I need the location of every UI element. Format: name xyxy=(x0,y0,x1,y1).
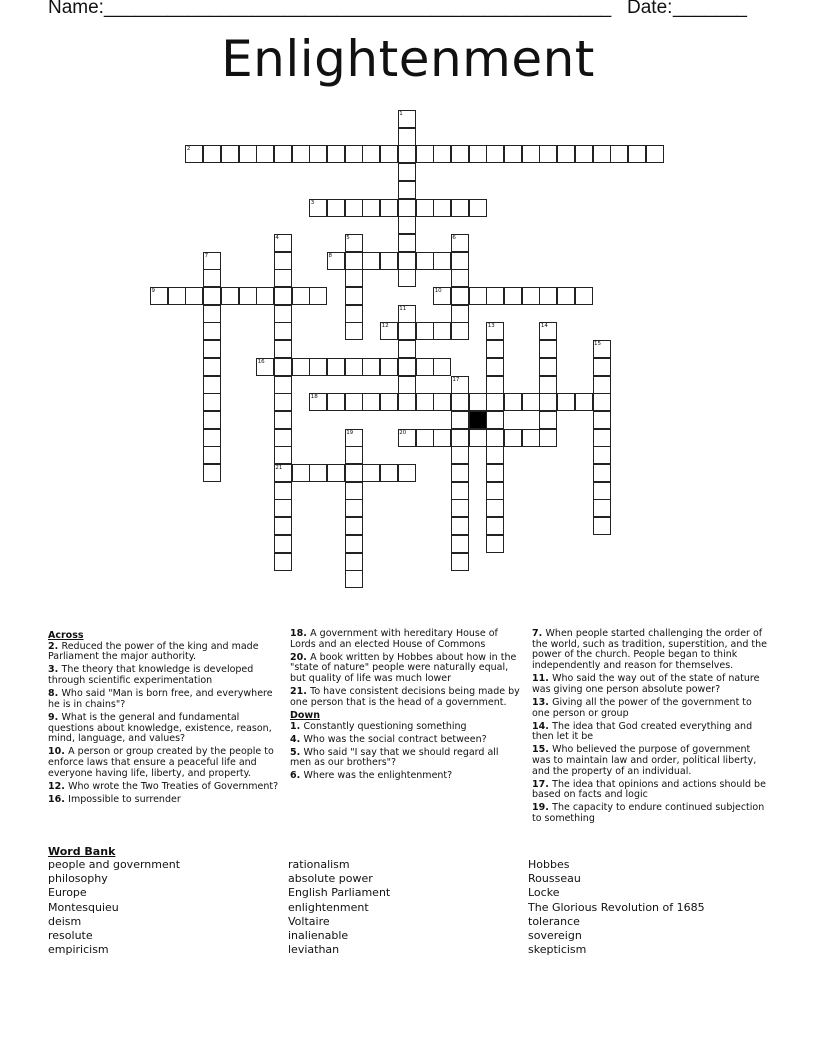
clue-item: 19. The capacity to endure continued subjection to something xyxy=(532,802,765,825)
grid-cell[interactable] xyxy=(486,393,504,411)
clue-number-label: 15. xyxy=(532,744,553,756)
grid-cell[interactable] xyxy=(416,429,434,447)
grid-cell[interactable] xyxy=(203,429,221,447)
grid-cell[interactable] xyxy=(522,145,540,163)
grid-cell[interactable] xyxy=(433,145,451,163)
clue-item: 10. A person or group created by the people to enforce laws that ensure a peaceful life and everyone having life, liberty, and property. xyxy=(48,746,274,779)
grid-cell[interactable] xyxy=(345,517,363,535)
grid-cell[interactable] xyxy=(398,199,416,217)
grid-cell[interactable] xyxy=(398,234,416,252)
grid-cell[interactable] xyxy=(345,482,363,500)
word-bank-column-3 xyxy=(528,858,705,957)
clue-number-label: 7. xyxy=(532,628,546,639)
clue-number-label: 20. xyxy=(290,651,311,663)
grid-cell[interactable] xyxy=(203,287,221,305)
grid-cell[interactable] xyxy=(593,393,611,411)
grid-cell[interactable] xyxy=(274,358,292,376)
clue-number-label: 16. xyxy=(48,793,69,805)
grid-cell[interactable] xyxy=(398,269,416,287)
clue-number: 13 xyxy=(487,323,495,330)
grid-cell[interactable] xyxy=(593,358,611,376)
grid-cell[interactable] xyxy=(628,145,646,163)
word-bank-item: deism xyxy=(48,914,82,928)
grid-cell[interactable] xyxy=(469,429,487,447)
clue-number: 19 xyxy=(346,429,354,436)
word-bank-item: sovereign xyxy=(528,929,582,943)
grid-cell[interactable] xyxy=(593,517,611,535)
grid-cell[interactable] xyxy=(433,199,451,217)
grid-cell[interactable] xyxy=(345,358,363,376)
grid-cell[interactable] xyxy=(416,393,434,411)
grid-cell[interactable] xyxy=(469,287,487,305)
grid-cell[interactable] xyxy=(256,145,274,163)
word-bank-item: Locke xyxy=(528,886,560,900)
name-label: Name: xyxy=(48,0,104,18)
grid-cell[interactable] xyxy=(362,145,380,163)
grid-cell[interactable] xyxy=(309,145,327,163)
clue-item: 21. To have consistent decisions being made by one person that is the head of a government. xyxy=(290,686,520,708)
grid-cell[interactable] xyxy=(469,199,487,217)
grid-cell[interactable] xyxy=(274,269,292,287)
grid-cell[interactable] xyxy=(203,464,221,482)
grid-cell[interactable] xyxy=(345,322,363,340)
word-bank-item: Montesquieu xyxy=(48,900,119,914)
grid-cell[interactable] xyxy=(203,322,221,340)
grid-cell[interactable] xyxy=(469,145,487,163)
grid-cell[interactable] xyxy=(539,287,557,305)
clue-item: 17. The idea that opinions and actions should be based on facts and logic xyxy=(532,778,766,801)
word-bank-item: English Parliament xyxy=(288,886,391,900)
clue-item: 4. Who was the social contract between? xyxy=(290,733,487,745)
grid-cell[interactable] xyxy=(539,145,557,163)
word-bank-item: rationalism xyxy=(288,858,350,871)
clue-number: 5 xyxy=(346,234,350,241)
grid-cell[interactable] xyxy=(451,287,469,305)
grid-cell[interactable] xyxy=(451,269,469,287)
grid-cell[interactable] xyxy=(345,287,363,305)
grid-cell[interactable] xyxy=(539,358,557,376)
grid-cell[interactable] xyxy=(522,393,540,411)
clue-number-label: 18. xyxy=(290,628,311,639)
grid-cell[interactable] xyxy=(292,358,310,376)
grid-cell[interactable] xyxy=(539,376,557,394)
clue-number: 3 xyxy=(310,199,315,206)
clue-number-label: 14. xyxy=(532,720,553,732)
clue-number-label: 6. xyxy=(290,770,304,782)
clue-number: 1 xyxy=(399,111,403,117)
grid-cell[interactable] xyxy=(327,145,345,163)
grid-cell[interactable] xyxy=(398,464,416,482)
grid-cell[interactable] xyxy=(345,269,363,287)
grid-cell[interactable] xyxy=(486,287,504,305)
grid-cell[interactable] xyxy=(539,429,557,447)
name-line: ________________________________________________ xyxy=(104,0,612,18)
grid-cell[interactable] xyxy=(274,393,292,411)
clue-item: 18. A government with hereditary House of Lords and an elected House of Commons xyxy=(290,628,498,650)
grid-cell[interactable] xyxy=(593,376,611,394)
clue-item: 2. Reduced the power of the king and made Parliament the major authority. xyxy=(48,640,259,663)
grid-cell[interactable] xyxy=(451,535,469,553)
clue-number-label: 5. xyxy=(290,746,304,758)
grid-cell[interactable] xyxy=(345,199,363,217)
grid-cell[interactable] xyxy=(575,287,593,305)
word-bank-item: people and government xyxy=(48,858,181,871)
grid-cell[interactable] xyxy=(274,340,292,358)
clue-number-label: 3. xyxy=(48,664,62,676)
down-heading: Down xyxy=(290,709,320,721)
clue-number: 8 xyxy=(328,252,332,259)
grid-cell[interactable] xyxy=(398,128,416,146)
grid-cell[interactable] xyxy=(486,411,504,429)
grid-cell[interactable] xyxy=(433,358,451,376)
clue-item: 5. Who said "I say that we should regard all men as our brothers"? xyxy=(290,746,499,769)
grid-cell[interactable] xyxy=(557,287,575,305)
date-line: _______ xyxy=(673,0,747,18)
grid-cell[interactable] xyxy=(451,322,469,340)
grid-cell[interactable] xyxy=(380,252,398,270)
grid-cell[interactable] xyxy=(362,393,380,411)
grid-cell[interactable] xyxy=(203,358,221,376)
grid-cell[interactable] xyxy=(504,287,522,305)
across-heading: Across xyxy=(48,630,84,641)
grid-cell[interactable] xyxy=(345,553,363,571)
grid-cell[interactable] xyxy=(486,340,504,358)
grid-cell[interactable] xyxy=(203,446,221,464)
grid-cell[interactable] xyxy=(168,287,186,305)
grid-cell[interactable] xyxy=(522,429,540,447)
clue-number: 18 xyxy=(310,394,318,401)
grid-cell[interactable] xyxy=(309,358,327,376)
clue-number-label: 11. xyxy=(532,673,553,685)
grid-cell[interactable] xyxy=(274,305,292,323)
grid-cell[interactable] xyxy=(416,199,434,217)
grid-cell[interactable] xyxy=(646,145,664,163)
word-bank-item: Europe xyxy=(48,886,87,900)
word-bank-item: inalienable xyxy=(288,929,349,943)
clues-column-1 xyxy=(48,629,284,808)
grid-cell[interactable] xyxy=(451,305,469,323)
clue-number: 2 xyxy=(186,146,191,153)
grid-cell[interactable] xyxy=(486,358,504,376)
word-bank-item: skepticism xyxy=(528,943,587,957)
grid-cell[interactable] xyxy=(539,393,557,411)
word-bank-item: Rousseau xyxy=(528,872,581,886)
word-bank-item: Voltaire xyxy=(288,914,330,928)
grid-cell[interactable] xyxy=(345,570,363,588)
grid-cell[interactable] xyxy=(469,393,487,411)
grid-cell[interactable] xyxy=(380,145,398,163)
grid-cell[interactable] xyxy=(274,287,292,305)
grid-cell[interactable] xyxy=(274,429,292,447)
grid-cell[interactable] xyxy=(416,358,434,376)
word-bank-item: leviathan xyxy=(288,943,340,957)
grid-cell[interactable] xyxy=(398,376,416,394)
grid-cell[interactable] xyxy=(345,446,363,464)
grid-cell[interactable] xyxy=(486,376,504,394)
grid-cell[interactable] xyxy=(486,535,504,553)
clue-number: 16 xyxy=(257,358,265,365)
grid-cell[interactable] xyxy=(451,553,469,571)
grid-cell[interactable] xyxy=(575,145,593,163)
grid-cell[interactable] xyxy=(416,145,434,163)
clue-item: 13. Giving all the power of the government to one person or group xyxy=(532,696,752,719)
grid-cell[interactable] xyxy=(451,411,469,429)
grid-cell[interactable] xyxy=(398,393,416,411)
grid-cell[interactable] xyxy=(539,411,557,429)
clue-number-label: 19. xyxy=(532,802,553,814)
clue-number: 12 xyxy=(381,323,389,330)
word-bank-column-1 xyxy=(48,858,180,957)
grid-cell[interactable] xyxy=(327,393,345,411)
grid-cell[interactable] xyxy=(203,269,221,287)
grid-cell[interactable] xyxy=(433,429,451,447)
grid-cell[interactable] xyxy=(398,216,416,234)
grid-cell[interactable] xyxy=(433,322,451,340)
clue-number: 10 xyxy=(434,288,442,294)
grid-cell[interactable] xyxy=(362,358,380,376)
black-cell xyxy=(469,411,487,429)
grid-cell[interactable] xyxy=(451,199,469,217)
grid-cell[interactable] xyxy=(451,464,469,482)
grid-cell[interactable] xyxy=(327,358,345,376)
grid-cell[interactable] xyxy=(433,393,451,411)
grid-cell[interactable] xyxy=(398,252,416,270)
grid-cell[interactable] xyxy=(221,287,239,305)
clue-item: 12. Who wrote the Two Treaties of Government? xyxy=(48,780,279,792)
grid-cell[interactable] xyxy=(345,252,363,270)
grid-cell[interactable] xyxy=(486,482,504,500)
grid-cell[interactable] xyxy=(345,464,363,482)
clue-number-label: 4. xyxy=(290,733,304,745)
grid-cell[interactable] xyxy=(451,482,469,500)
grid-cell[interactable] xyxy=(398,145,416,163)
grid-cell[interactable] xyxy=(292,464,310,482)
word-bank-item: tolerance xyxy=(528,914,580,928)
grid-cell[interactable] xyxy=(345,535,363,553)
grid-cell[interactable] xyxy=(274,482,292,500)
grid-cell[interactable] xyxy=(327,464,345,482)
grid-cell[interactable] xyxy=(451,517,469,535)
grid-cell[interactable] xyxy=(274,252,292,270)
grid-cell[interactable] xyxy=(274,499,292,517)
grid-cell[interactable] xyxy=(593,499,611,517)
grid-cell[interactable] xyxy=(327,199,345,217)
clue-number: 21 xyxy=(275,465,283,471)
word-bank-item: enlightenment xyxy=(288,900,369,914)
clue-number-label: 12. xyxy=(48,780,69,792)
grid-cell[interactable] xyxy=(274,322,292,340)
grid-cell[interactable] xyxy=(203,340,221,358)
grid-cell[interactable] xyxy=(380,393,398,411)
word-bank-item: absolute power xyxy=(288,872,373,886)
grid-cell[interactable] xyxy=(362,464,380,482)
grid-cell[interactable] xyxy=(345,305,363,323)
grid-cell[interactable] xyxy=(274,411,292,429)
word-bank-column-2 xyxy=(288,858,390,957)
grid-cell[interactable] xyxy=(504,393,522,411)
clue-number: 4 xyxy=(275,234,279,241)
grid-cell[interactable] xyxy=(504,145,522,163)
clue-number: 14 xyxy=(540,323,548,330)
grid-cell[interactable] xyxy=(256,287,274,305)
grid-cell[interactable] xyxy=(451,252,469,270)
grid-cell[interactable] xyxy=(380,199,398,217)
clue-item: 16. Impossible to surrender xyxy=(48,793,181,805)
grid-cell[interactable] xyxy=(486,145,504,163)
grid-cell[interactable] xyxy=(292,287,310,305)
word-bank-item: empiricism xyxy=(48,943,109,957)
clue-number-label: 10. xyxy=(48,746,69,758)
grid-cell[interactable] xyxy=(451,499,469,517)
grid-cell[interactable] xyxy=(522,287,540,305)
grid-cell[interactable] xyxy=(274,517,292,535)
grid-cell[interactable] xyxy=(593,482,611,500)
clue-number: 11 xyxy=(399,305,407,312)
clue-item: 6. Where was the enlightenment? xyxy=(290,770,453,782)
grid-cell[interactable] xyxy=(398,181,416,199)
clue-number-label: 1. xyxy=(290,720,304,732)
grid-cell[interactable] xyxy=(203,376,221,394)
clue-number: 6 xyxy=(452,234,456,241)
grid-cell[interactable] xyxy=(593,411,611,429)
grid-cell[interactable] xyxy=(345,393,363,411)
grid-cell[interactable] xyxy=(451,446,469,464)
grid-cell[interactable] xyxy=(292,145,310,163)
grid-cell[interactable] xyxy=(451,145,469,163)
clue-item: 8. Who said "Man is born free, and everywhere he is in chains"? xyxy=(48,688,273,710)
grid-cell[interactable] xyxy=(593,446,611,464)
word-bank-heading: Word Bank xyxy=(48,845,116,858)
grid-cell[interactable] xyxy=(398,340,416,358)
clue-number-label: 21. xyxy=(290,686,311,698)
word-bank-item: The Glorious Revolution of 1685 xyxy=(528,900,705,914)
clue-item: 9. What is the general and fundamental questions about knowledge, existence, reason, mind, language, and values? xyxy=(48,711,272,745)
grid-cell[interactable] xyxy=(362,199,380,217)
grid-cell[interactable] xyxy=(486,464,504,482)
clues-column-3 xyxy=(532,629,768,827)
grid-cell[interactable] xyxy=(274,376,292,394)
clue-number-label: 13. xyxy=(532,696,553,708)
grid-cell[interactable] xyxy=(203,393,221,411)
grid-cell[interactable] xyxy=(539,340,557,358)
word-bank-item: Hobbes xyxy=(528,858,570,871)
clue-item: 3. The theory that knowledge is developed through scientific experimentation xyxy=(48,664,254,687)
clue-number: 20 xyxy=(399,429,407,436)
clue-number: 17 xyxy=(452,376,460,383)
grid-cell[interactable] xyxy=(557,145,575,163)
clue-number-label: 2. xyxy=(48,640,62,652)
grid-cell[interactable] xyxy=(593,145,611,163)
grid-cell[interactable] xyxy=(398,358,416,376)
grid-cell[interactable] xyxy=(380,464,398,482)
clue-item: 7. When people started challenging the order of the world, such as tradition, superstition, and the power of the church. People began to think independently and reason for themselves. xyxy=(532,628,767,672)
grid-cell[interactable] xyxy=(309,464,327,482)
grid-cell[interactable] xyxy=(203,411,221,429)
grid-cell[interactable] xyxy=(504,429,522,447)
clues-column-2 xyxy=(290,629,522,784)
grid-cell[interactable] xyxy=(345,145,363,163)
word-bank-item: philosophy xyxy=(48,872,108,886)
clue-number-label: 17. xyxy=(532,778,553,790)
grid-cell[interactable] xyxy=(593,429,611,447)
grid-cell[interactable] xyxy=(416,322,434,340)
grid-cell[interactable] xyxy=(274,446,292,464)
clue-item: 14. The idea that God created everything and then let it be xyxy=(532,720,753,743)
word-bank-item: resolute xyxy=(48,929,93,943)
grid-cell[interactable] xyxy=(362,252,380,270)
grid-cell[interactable] xyxy=(451,393,469,411)
grid-cell[interactable] xyxy=(486,517,504,535)
page-title: Enlightenment xyxy=(221,30,595,88)
clue-item: 20. A book written by Hobbes about how in the "state of nature" people were naturally equal, but quality of life was much lower xyxy=(290,651,517,685)
clue-number: 15 xyxy=(594,341,601,348)
grid-cell[interactable] xyxy=(185,287,203,305)
grid-cell[interactable] xyxy=(575,393,593,411)
grid-cell[interactable] xyxy=(610,145,628,163)
grid-cell[interactable] xyxy=(433,252,451,270)
grid-cell[interactable] xyxy=(451,429,469,447)
grid-cell[interactable] xyxy=(416,252,434,270)
grid-cell[interactable] xyxy=(239,145,257,163)
grid-cell[interactable] xyxy=(203,305,221,323)
grid-cell[interactable] xyxy=(486,446,504,464)
clue-number: 9 xyxy=(151,288,155,294)
clue-item: 11. Who said the way out of the state of nature was giving one person absolute power? xyxy=(532,673,760,695)
grid-cell[interactable] xyxy=(203,145,221,163)
grid-cell[interactable] xyxy=(486,499,504,517)
clue-item: 15. Who believed the purpose of government was to maintain law and order, political liberty, and the property of an individual. xyxy=(532,744,757,777)
grid-cell[interactable] xyxy=(274,553,292,571)
clue-item: 1. Constantly questioning something xyxy=(290,720,467,732)
clue-number: 7 xyxy=(204,252,209,259)
grid-cell[interactable] xyxy=(345,499,363,517)
date-label: Date: xyxy=(627,0,673,18)
clue-number-label: 9. xyxy=(48,711,62,723)
grid-cell[interactable] xyxy=(398,322,416,340)
grid-cell[interactable] xyxy=(239,287,257,305)
grid-cell[interactable] xyxy=(309,287,327,305)
grid-cell[interactable] xyxy=(486,429,504,447)
clue-number-label: 8. xyxy=(48,688,62,700)
grid-cell[interactable] xyxy=(557,393,575,411)
grid-cell[interactable] xyxy=(274,145,292,163)
grid-cell[interactable] xyxy=(221,145,239,163)
grid-cell[interactable] xyxy=(274,535,292,553)
grid-cell[interactable] xyxy=(380,358,398,376)
grid-cell[interactable] xyxy=(398,163,416,181)
grid-cell[interactable] xyxy=(593,464,611,482)
